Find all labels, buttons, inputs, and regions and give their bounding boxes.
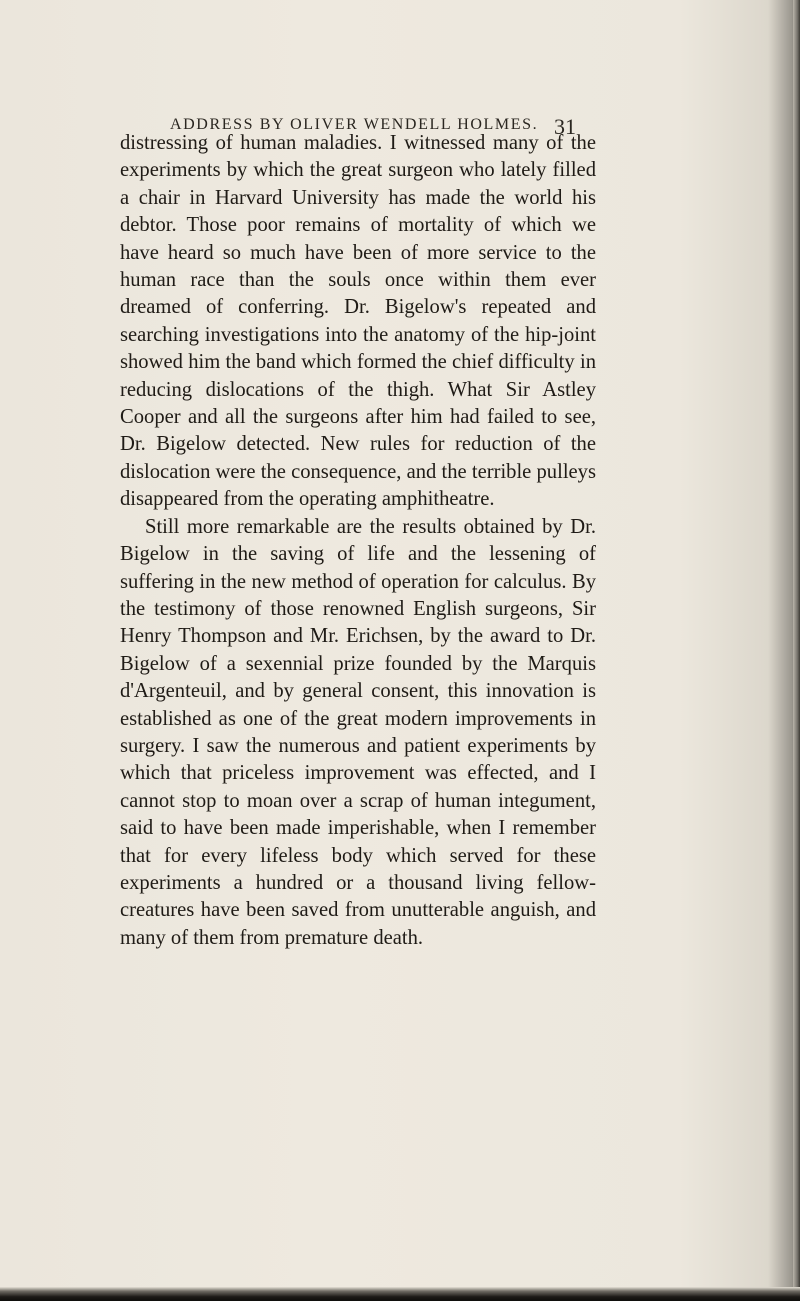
running-head: ADDRESS BY OLIVER WENDELL HOLMES.: [170, 116, 539, 133]
page-edge-shadow: [793, 0, 800, 1301]
paragraph: Still more remarkable are the results obtained by Dr. Bigelow in the saving of life and the lessening of suffering in the new method of operation for calculus. By the testimony of those renowned English surgeons, Sir Henry Thompson and Mr. Erichsen, by the award to Dr. Bigelow of a sexennial prize founded by the Marquis d'Argenteuil, and by general consent, this innovation is established as one of the great modern improvements in surgery. I saw the numerous and patient experiments by which that priceless improvement was effected, and I cannot stop to moan over a scrap of human integument, said to have been made imperishable, when I remember that for every lifeless body which served for these experiments a hundred or a thousand living fellow-creatures have been saved from unutterable anguish, and many of them from premature death.: [120, 515, 596, 949]
page-header: [0, 92, 800, 139]
page-number: 31: [554, 114, 576, 139]
body-text: [120, 130, 596, 952]
page-bottom-shadow: [0, 1287, 800, 1301]
paragraph: distressing of human maladies. I witnessed many of the experiments by which the great surgeon who lately filled a chair in Harvard University has made the world his debtor. Those poor remains of mortality of which we have heard so much have been of more service to the human race than the souls once within them ever dreamed of conferring. Dr. Bigelow's repeated and searching investigations into the anatomy of the hip-joint showed him the band which formed the chief difficulty in reducing dislocations of the thigh. What Sir Astley Cooper and all the surgeons after him had failed to see, Dr. Bigelow detected. New rules for reduction of the dislocation were the consequence, and the terrible pulleys disappeared from the operating amphitheatre.: [120, 132, 596, 511]
